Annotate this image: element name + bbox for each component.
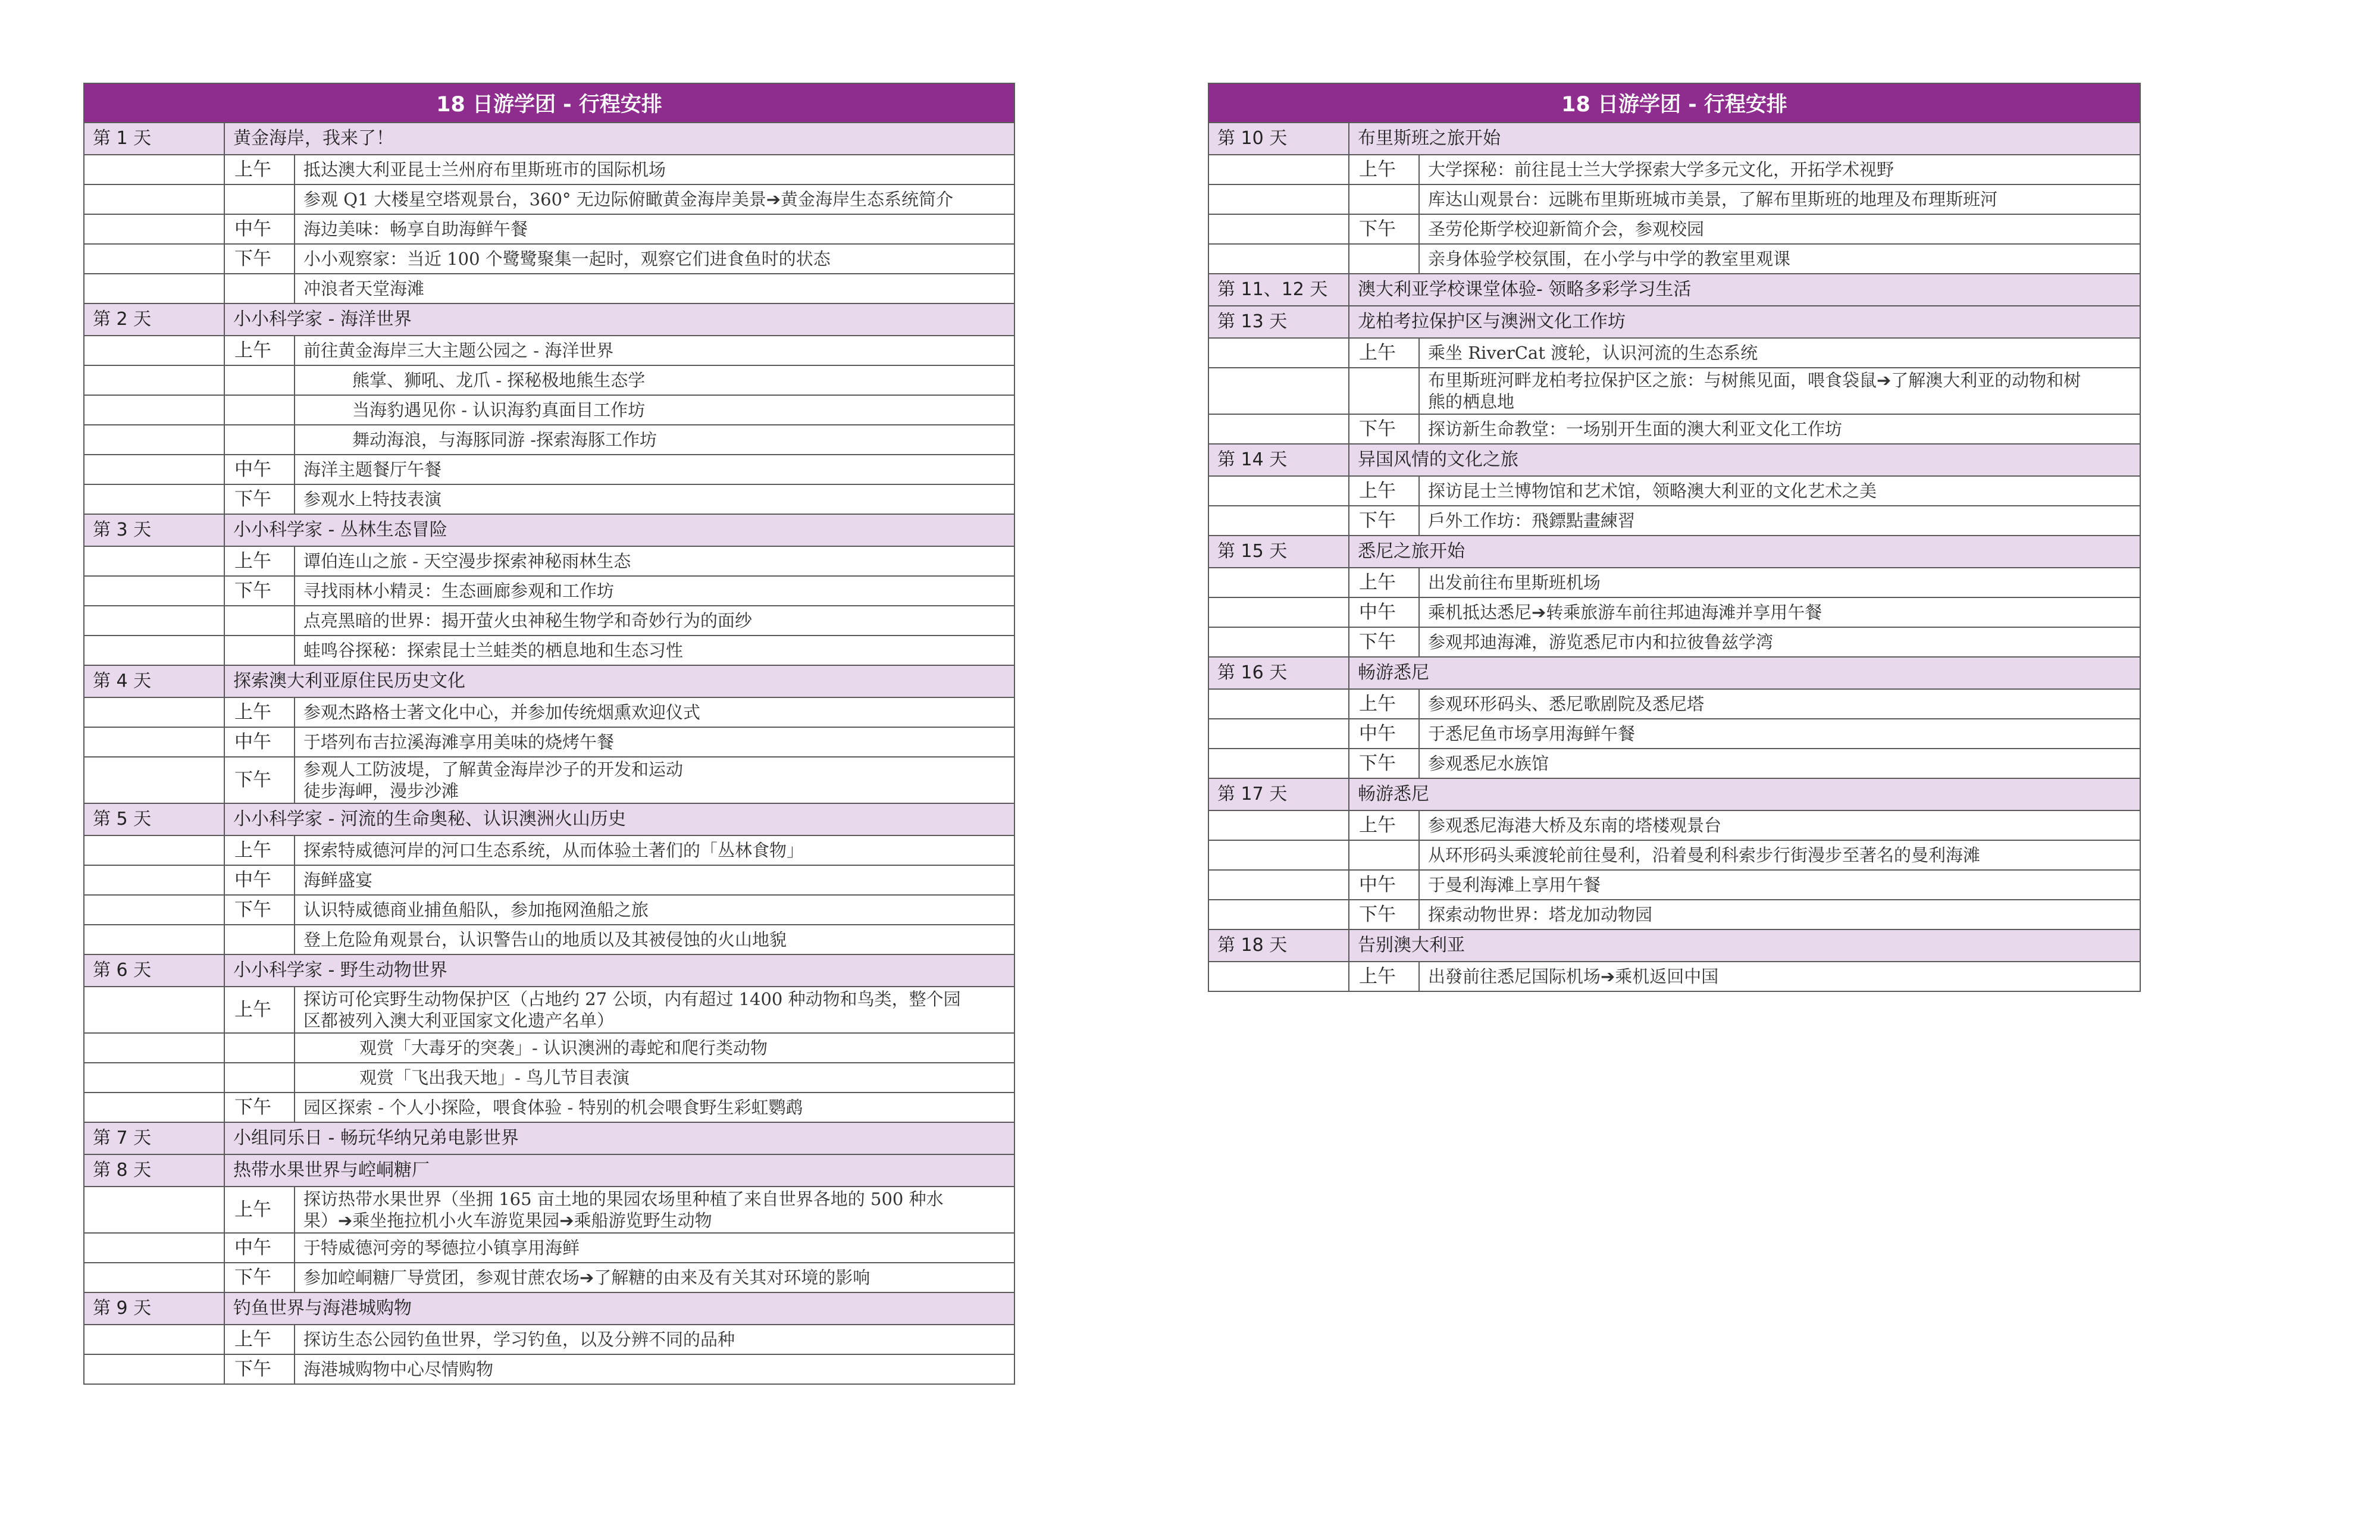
activity-row (84, 1354, 1014, 1384)
itinerary-table-left (83, 83, 1015, 1385)
day-title: 异国风情的文化之旅 (1349, 444, 2140, 476)
day-label: 第 10 天 (1208, 123, 1349, 155)
time-period: 下午 (224, 757, 295, 803)
day-spacer (1208, 627, 1349, 657)
time-period (1349, 368, 1419, 414)
day-spacer (1208, 506, 1349, 536)
time-period (224, 274, 295, 303)
activity-description: 海边美味：畅享自助海鲜午餐 (295, 214, 1014, 244)
activity-row (84, 987, 1014, 1033)
activity-row (1208, 214, 2140, 244)
time-period: 下午 (1349, 214, 1419, 244)
day-title: 龙柏考拉保护区与澳洲文化工作坊 (1349, 306, 2140, 338)
day-spacer (84, 1063, 224, 1093)
day-spacer (1208, 749, 1349, 778)
day-title: 小小科学家 - 海洋世界 (224, 303, 1014, 336)
day-spacer (84, 727, 224, 757)
day-header-row (1208, 657, 2140, 689)
time-period: 下午 (1349, 900, 1419, 929)
day-title: 澳大利亚学校课堂体验- 领略多彩学习生活 (1349, 274, 2140, 306)
day-title: 畅游悉尼 (1349, 778, 2140, 810)
activity-row (1208, 414, 2140, 444)
time-period: 上午 (1349, 568, 1419, 597)
activity-row (84, 274, 1014, 303)
day-spacer (1208, 368, 1349, 414)
activity-row (1208, 244, 2140, 274)
day-label: 第 6 天 (84, 954, 224, 987)
time-period: 上午 (224, 1187, 295, 1233)
activity-description: 海港城购物中心尽情购物 (295, 1354, 1014, 1384)
day-header-row (1208, 929, 2140, 962)
time-period (224, 1063, 295, 1093)
day-spacer (1208, 962, 1349, 991)
day-spacer (84, 484, 224, 514)
time-period: 上午 (224, 336, 295, 365)
activity-description: 于塔列布吉拉溪海滩享用美味的烧烤午餐 (295, 727, 1014, 757)
day-label: 第 9 天 (84, 1292, 224, 1325)
day-label: 第 3 天 (84, 514, 224, 546)
day-spacer (84, 865, 224, 895)
activity-description: 乘坐 RiverCat 渡轮，认识河流的生态系统 (1419, 338, 2140, 368)
day-label: 第 13 天 (1208, 306, 1349, 338)
activity-description: 寻找雨林小精灵：生态画廊参观和工作坊 (295, 576, 1014, 606)
activity-description: 出發前往悉尼国际机场➔乘机返回中国 (1419, 962, 2140, 991)
activity-description (295, 757, 1014, 803)
day-spacer (1208, 840, 1349, 870)
day-spacer (84, 1354, 224, 1384)
activity-description: 于悉尼鱼市场享用海鲜午餐 (1419, 719, 2140, 749)
day-spacer (84, 1187, 224, 1233)
time-period: 上午 (224, 835, 295, 865)
activity-row (84, 184, 1014, 214)
time-period (1349, 840, 1419, 870)
day-label: 第 14 天 (1208, 444, 1349, 476)
day-spacer (84, 835, 224, 865)
activity-line: 果）➔乘坐拖拉机小火车游览果园➔乘船游览野生动物 (303, 1210, 712, 1231)
activity-line: 徒步海岬，漫步沙滩 (303, 781, 459, 801)
time-period: 中午 (224, 214, 295, 244)
time-period: 下午 (1349, 627, 1419, 657)
day-header-row (1208, 123, 2140, 155)
activity-description: 圣劳伦斯学校迎新简介会，参观校园 (1419, 214, 2140, 244)
day-spacer (84, 1263, 224, 1292)
time-period (224, 425, 295, 455)
time-period: 下午 (224, 1263, 295, 1292)
activity-row (84, 1093, 1014, 1122)
day-label: 第 8 天 (84, 1154, 224, 1187)
day-label: 第 5 天 (84, 803, 224, 835)
day-spacer (1208, 719, 1349, 749)
activity-description: 认识特威德商业捕鱼船队，参加拖网渔船之旅 (295, 895, 1014, 925)
day-spacer (84, 274, 224, 303)
day-spacer (84, 895, 224, 925)
activity-row (84, 336, 1014, 365)
day-spacer (84, 576, 224, 606)
time-period: 上午 (224, 697, 295, 727)
activity-description: 探访昆士兰博物馆和艺术馆，领略澳大利亚的文化艺术之美 (1419, 476, 2140, 506)
activity-row (1208, 155, 2140, 184)
time-period: 中午 (1349, 870, 1419, 900)
activity-description: 乘机抵达悉尼➔转乘旅游车前往邦迪海滩并享用午餐 (1419, 597, 2140, 627)
activity-row (84, 1033, 1014, 1063)
time-period: 下午 (224, 895, 295, 925)
time-period (224, 636, 295, 665)
day-spacer (84, 697, 224, 727)
time-period: 上午 (224, 1325, 295, 1354)
day-spacer (1208, 810, 1349, 840)
day-title: 探索澳大利亚原住民历史文化 (224, 665, 1014, 697)
activity-row (1208, 597, 2140, 627)
activity-description: 戶外工作坊：飛鏢點畫練習 (1419, 506, 2140, 536)
activity-row (1208, 568, 2140, 597)
activity-row (84, 1325, 1014, 1354)
activity-row (84, 1187, 1014, 1233)
activity-description: 大学探秘：前往昆士兰大学探索大学多元文化，开拓学术视野 (1419, 155, 2140, 184)
day-title: 畅游悉尼 (1349, 657, 2140, 689)
activity-description: 探索动物世界：塔龙加动物园 (1419, 900, 2140, 929)
activity-row (84, 576, 1014, 606)
activity-description: 园区探索 - 个人小探险，喂食体验 - 特别的机会喂食野生彩虹鹦鹉 (295, 1093, 1014, 1122)
activity-row (84, 244, 1014, 274)
day-spacer (1208, 597, 1349, 627)
activity-description: 海鲜盛宴 (295, 865, 1014, 895)
time-period (1349, 184, 1419, 214)
day-header-row (84, 123, 1014, 155)
activity-row (1208, 749, 2140, 778)
day-header-row (1208, 444, 2140, 476)
day-header-row (84, 803, 1014, 835)
time-period (224, 606, 295, 636)
time-period (224, 184, 295, 214)
day-label: 第 15 天 (1208, 536, 1349, 568)
time-period: 上午 (1349, 810, 1419, 840)
time-period: 中午 (1349, 719, 1419, 749)
day-header-row (84, 514, 1014, 546)
day-spacer (1208, 476, 1349, 506)
activity-description: 参观悉尼海港大桥及东南的塔楼观景台 (1419, 810, 2140, 840)
day-spacer (84, 395, 224, 425)
time-period (224, 395, 295, 425)
day-title: 小小科学家 - 丛林生态冒险 (224, 514, 1014, 546)
activity-description: 参观悉尼水族馆 (1419, 749, 2140, 778)
activity-description: 出发前往布里斯班机场 (1419, 568, 2140, 597)
activity-row (84, 697, 1014, 727)
activity-description (295, 987, 1014, 1033)
activity-line: 布里斯班河畔龙柏考拉保护区之旅：与树熊见面，喂食袋鼠➔了解澳大利亚的动物和树 (1428, 370, 2081, 390)
activity-description: 从环形码头乘渡轮前往曼利，沿着曼利科索步行街漫步至著名的曼利海滩 (1419, 840, 2140, 870)
activity-line: 熊的栖息地 (1428, 392, 1515, 412)
time-period: 中午 (224, 1233, 295, 1263)
day-spacer (84, 1093, 224, 1122)
day-spacer (84, 336, 224, 365)
day-title: 小小科学家 - 野生动物世界 (224, 954, 1014, 987)
day-spacer (84, 365, 224, 395)
time-period: 上午 (224, 987, 295, 1033)
activity-row (84, 425, 1014, 455)
activity-row (84, 395, 1014, 425)
time-period: 上午 (224, 546, 295, 576)
activity-row (1208, 368, 2140, 414)
day-label: 第 7 天 (84, 1122, 224, 1154)
activity-description: 蛙鸣谷探秘：探索昆士兰蛙类的栖息地和生态习性 (295, 636, 1014, 665)
day-title: 热带水果世界与崆峒糖厂 (224, 1154, 1014, 1187)
activity-description: 于特威德河旁的琴德拉小镇享用海鲜 (295, 1233, 1014, 1263)
activity-description: 参观 Q1 大楼星空塔观景台，360° 无边际俯瞰黄金海岸美景➔黄金海岸生态系统简介 (295, 184, 1014, 214)
time-period: 中午 (224, 727, 295, 757)
activity-description: 探访新生命教堂：一场别开生面的澳大利亚文化工作坊 (1419, 414, 2140, 444)
time-period: 下午 (224, 244, 295, 274)
time-period (224, 1033, 295, 1063)
activity-row (84, 865, 1014, 895)
activity-description: 熊掌、狮吼、龙爪 - 探秘极地熊生态学 (295, 365, 1014, 395)
activity-row (84, 484, 1014, 514)
table-title: 18 日游学团 - 行程安排 (1208, 83, 2140, 123)
activity-description: 点亮黑暗的世界：揭开萤火虫神秘生物学和奇妙行为的面纱 (295, 606, 1014, 636)
activity-row (84, 546, 1014, 576)
activity-row (84, 455, 1014, 484)
activity-row (1208, 840, 2140, 870)
activity-description: 参观杰路格士著文化中心，并参加传统烟熏欢迎仪式 (295, 697, 1014, 727)
activity-row (84, 365, 1014, 395)
activity-row (1208, 627, 2140, 657)
time-period: 下午 (224, 1093, 295, 1122)
time-period: 中午 (224, 455, 295, 484)
day-spacer (1208, 155, 1349, 184)
activity-row (84, 214, 1014, 244)
itinerary-table-right (1208, 83, 2141, 992)
time-period: 下午 (224, 576, 295, 606)
day-header-row (84, 1154, 1014, 1187)
activity-description: 海洋主题餐厅午餐 (295, 455, 1014, 484)
time-period: 上午 (1349, 155, 1419, 184)
activity-description: 参加崆峒糖厂导赏团，参观甘蔗农场➔了解糖的由来及有关其对环境的影响 (295, 1263, 1014, 1292)
day-header-row (84, 1122, 1014, 1154)
activity-description: 登上危险角观景台，认识警告山的地质以及其被侵蚀的火山地貌 (295, 925, 1014, 954)
day-spacer (1208, 214, 1349, 244)
time-period: 中午 (224, 865, 295, 895)
day-label: 第 11、12 天 (1208, 274, 1349, 306)
day-spacer (1208, 689, 1349, 719)
day-header-row (84, 954, 1014, 987)
day-spacer (84, 987, 224, 1033)
time-period: 下午 (1349, 506, 1419, 536)
time-period: 下午 (224, 1354, 295, 1384)
activity-description: 观赏「飞出我天地」- 鸟儿节目表演 (295, 1063, 1014, 1093)
day-label: 第 1 天 (84, 123, 224, 155)
day-spacer (84, 757, 224, 803)
activity-description: 小小观察家：当近 100 个鹭鹭聚集一起时，观察它们进食鱼时的状态 (295, 244, 1014, 274)
activity-row (84, 1233, 1014, 1263)
activity-description (295, 1187, 1014, 1233)
day-header-row (1208, 274, 2140, 306)
activity-description: 冲浪者天堂海滩 (295, 274, 1014, 303)
time-period: 下午 (1349, 414, 1419, 444)
activity-description: 舞动海浪，与海豚同游 -探索海豚工作坊 (295, 425, 1014, 455)
day-spacer (1208, 900, 1349, 929)
activity-row (1208, 900, 2140, 929)
day-header-row (1208, 536, 2140, 568)
activity-line: 参观人工防波堤，了解黄金海岸沙子的开发和运动 (303, 759, 684, 780)
activity-description (1419, 368, 2140, 414)
day-spacer (84, 636, 224, 665)
day-spacer (84, 425, 224, 455)
activity-row (1208, 184, 2140, 214)
time-period (224, 365, 295, 395)
day-spacer (1208, 244, 1349, 274)
day-label: 第 4 天 (84, 665, 224, 697)
activity-row (1208, 476, 2140, 506)
time-period: 上午 (1349, 962, 1419, 991)
activity-row (1208, 719, 2140, 749)
activity-description: 探访生态公园钓鱼世界，学习钓鱼，以及分辨不同的品种 (295, 1325, 1014, 1354)
activity-row (84, 1263, 1014, 1292)
activity-description: 参观环形码头、悉尼歌剧院及悉尼塔 (1419, 689, 2140, 719)
activity-line: 探访可伦宾野生动物保护区（占地约 27 公顷，内有超过 1400 种动物和鸟类，整个园 (303, 989, 961, 1009)
day-spacer (1208, 414, 1349, 444)
activity-description: 谭伯连山之旅 - 天空漫步探索神秘雨林生态 (295, 546, 1014, 576)
day-spacer (84, 1033, 224, 1063)
day-label: 第 18 天 (1208, 929, 1349, 962)
activity-row (1208, 506, 2140, 536)
day-label: 第 17 天 (1208, 778, 1349, 810)
activity-description: 探索特威德河岸的河口生态系统，从而体验土著们的「丛林食物」 (295, 835, 1014, 865)
time-period: 下午 (1349, 749, 1419, 778)
day-spacer (84, 925, 224, 954)
activity-row (1208, 962, 2140, 991)
activity-row (1208, 689, 2140, 719)
activity-description: 当海豹遇见你 - 认识海豹真面目工作坊 (295, 395, 1014, 425)
activity-row (84, 835, 1014, 865)
activity-line: 区都被列入澳大利亚国家文化遗产名单） (303, 1010, 615, 1031)
day-header-row (84, 303, 1014, 336)
table-title: 18 日游学团 - 行程安排 (84, 83, 1014, 123)
activity-row (84, 727, 1014, 757)
activity-row (84, 757, 1014, 803)
day-spacer (1208, 338, 1349, 368)
day-title: 告别澳大利亚 (1349, 929, 2140, 962)
day-title: 小小科学家 - 河流的生命奥秘、认识澳洲火山历史 (224, 803, 1014, 835)
time-period: 上午 (224, 155, 295, 184)
day-spacer (1208, 870, 1349, 900)
time-period: 上午 (1349, 689, 1419, 719)
day-label: 第 2 天 (84, 303, 224, 336)
time-period: 中午 (1349, 597, 1419, 627)
day-spacer (84, 455, 224, 484)
activity-row (84, 155, 1014, 184)
activity-description: 参观邦迪海滩，游览悉尼市内和拉彼鲁兹学湾 (1419, 627, 2140, 657)
activity-row (84, 1063, 1014, 1093)
activity-row (1208, 810, 2140, 840)
day-title: 钓鱼世界与海港城购物 (224, 1292, 1014, 1325)
time-period: 下午 (224, 484, 295, 514)
time-period (224, 925, 295, 954)
day-spacer (84, 155, 224, 184)
day-spacer (84, 214, 224, 244)
activity-row (1208, 338, 2140, 368)
activity-row (84, 606, 1014, 636)
day-spacer (84, 184, 224, 214)
day-label: 第 16 天 (1208, 657, 1349, 689)
day-spacer (84, 606, 224, 636)
activity-description: 抵达澳大利亚昆士兰州府布里斯班市的国际机场 (295, 155, 1014, 184)
activity-description: 库达山观景台：远眺布里斯班城市美景，了解布里斯班的地理及布理斯班河 (1419, 184, 2140, 214)
day-header-row (1208, 306, 2140, 338)
day-spacer (1208, 568, 1349, 597)
time-period (1349, 244, 1419, 274)
activity-row (84, 925, 1014, 954)
activity-description: 前往黄金海岸三大主题公园之 - 海洋世界 (295, 336, 1014, 365)
activity-description: 亲身体验学校氛围，在小学与中学的教室里观课 (1419, 244, 2140, 274)
activity-description: 于曼利海滩上享用午餐 (1419, 870, 2140, 900)
activity-row (84, 636, 1014, 665)
activity-description: 参观水上特技表演 (295, 484, 1014, 514)
activity-row (84, 895, 1014, 925)
time-period: 上午 (1349, 338, 1419, 368)
day-spacer (1208, 184, 1349, 214)
day-title: 布里斯班之旅开始 (1349, 123, 2140, 155)
activity-line: 探访热带水果世界（坐拥 165 亩土地的果园农场里种植了来自世界各地的 500 种水 (303, 1189, 944, 1209)
time-period: 上午 (1349, 476, 1419, 506)
day-spacer (84, 546, 224, 576)
day-spacer (84, 1233, 224, 1263)
day-title: 黄金海岸，我来了！ (224, 123, 1014, 155)
day-header-row (84, 665, 1014, 697)
day-spacer (84, 1325, 224, 1354)
day-header-row (84, 1292, 1014, 1325)
day-spacer (84, 244, 224, 274)
activity-row (1208, 870, 2140, 900)
day-header-row (1208, 778, 2140, 810)
activity-description: 观赏「大毒牙的突袭」- 认识澳洲的毒蛇和爬行类动物 (295, 1033, 1014, 1063)
day-title: 小组同乐日 - 畅玩华纳兄弟电影世界 (224, 1122, 1014, 1154)
day-title: 悉尼之旅开始 (1349, 536, 2140, 568)
